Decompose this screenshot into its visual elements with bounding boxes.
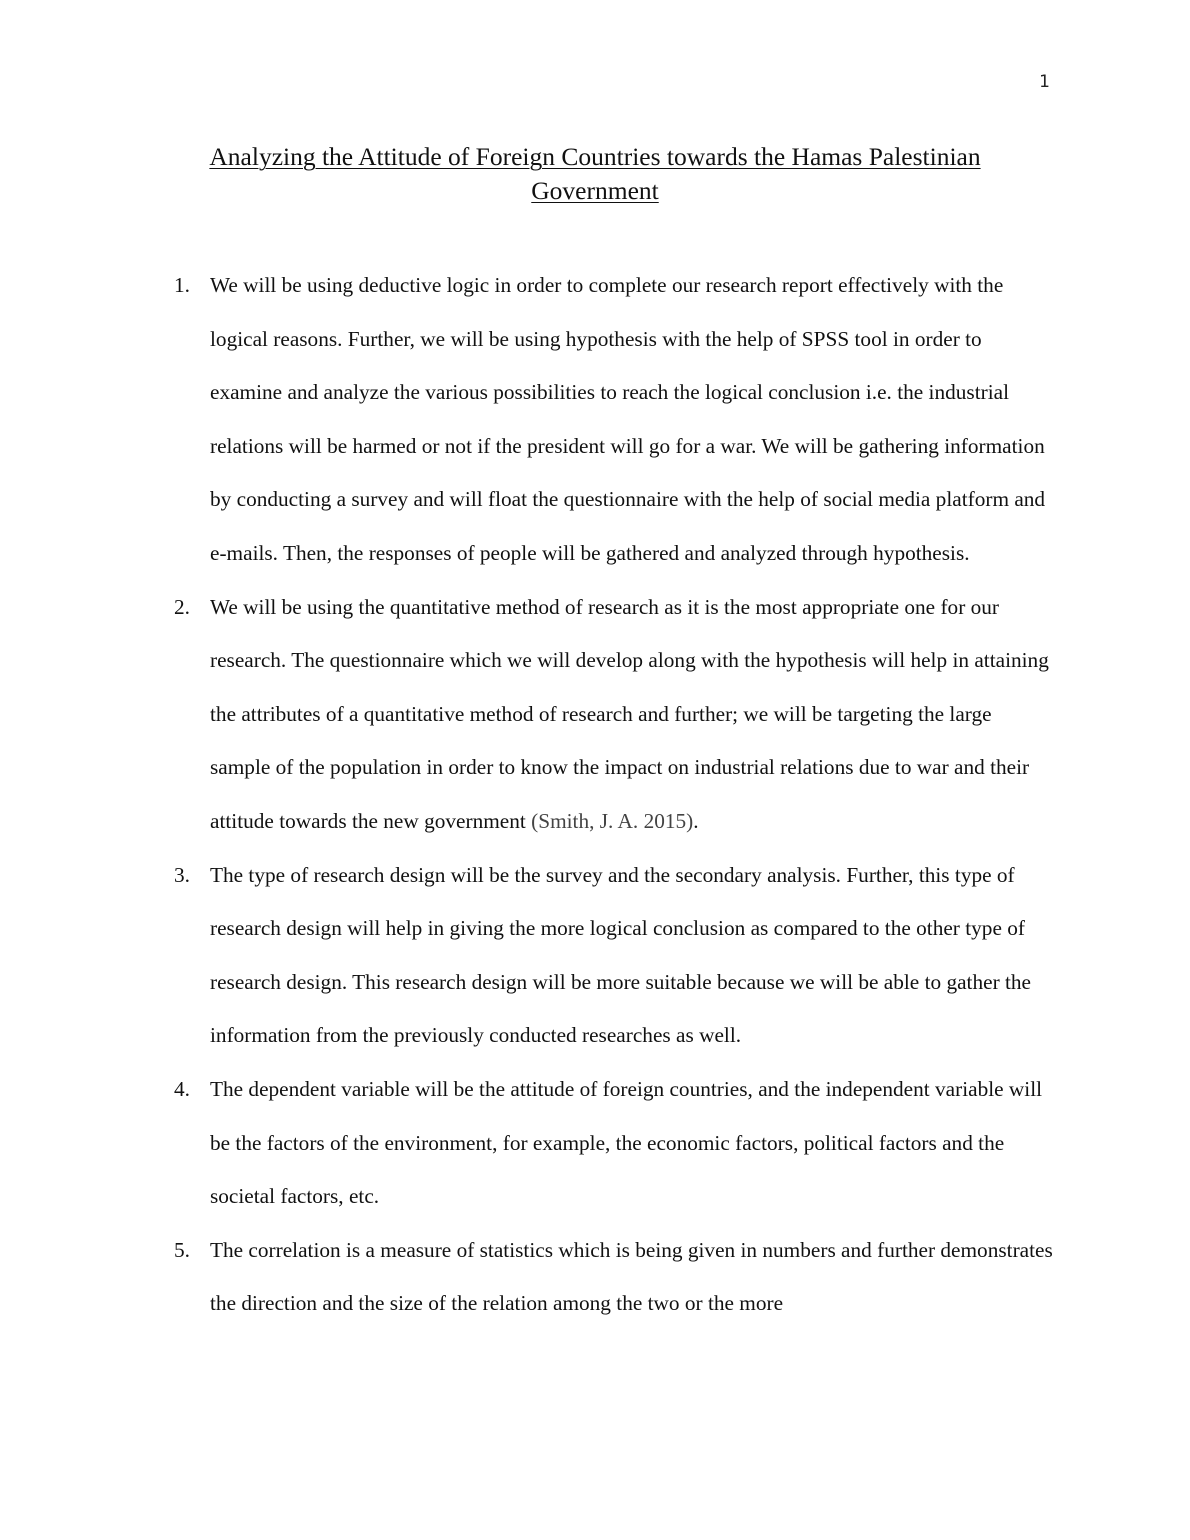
citation: (Smith, J. A. 2015) xyxy=(531,808,694,833)
list-item xyxy=(174,849,1054,1063)
list-item xyxy=(174,581,1054,849)
page-number: 1 xyxy=(1039,72,1050,92)
list-item xyxy=(174,259,1054,581)
title-line-2: Government xyxy=(531,176,659,205)
list-item-text-wrapper xyxy=(210,581,1054,849)
list-item-number: 5. xyxy=(174,1237,190,1262)
list-item xyxy=(174,1063,1054,1224)
list-item-tail: . xyxy=(693,808,699,833)
list-item-number: 4. xyxy=(174,1076,190,1101)
list-item-text: We will be using the quantitative method of research as it is the most appropriate one for our research. The questionnaire which we will develop along with the hypothesis will help in attaining the attributes of a quantitative method of research and further; we will be targeting the large sample of the population in order to know the impact on industrial relations due to war and their attitude towards the new government xyxy=(210,594,1049,833)
list-item-number: 1. xyxy=(174,273,190,297)
list-item-number: 3. xyxy=(174,862,190,887)
list-item-text: The type of research design will be the survey and the secondary analysis. Further, this type of research design will help in giving the more logical conclusion as compared to the other type of research design. This research design will be more suitable because we will be able to gather the information from the previously conducted researches as well. xyxy=(210,862,1032,1048)
list-item-text: The correlation is a measure of statistics which is being given in numbers and further demonstrates the direction and the size of the relation among the two or the more xyxy=(210,1237,1053,1316)
list-item-number: 2. xyxy=(174,594,190,619)
title-line-1: Analyzing the Attitude of Foreign Countries towards the Hamas Palestinian xyxy=(209,142,981,171)
list-item xyxy=(174,1224,1054,1331)
document-title xyxy=(150,140,1040,208)
list-item-text: The dependent variable will be the attitude of foreign countries, and the independent variable will be the factors of the environment, for example, the economic factors, political factors and the societal factors, etc. xyxy=(210,1076,1043,1209)
list-item-text: We will be using deductive logic in order to complete our research report effectively with the logical reasons. Further, we will be using hypothesis with the help of SPSS tool in order to examine and analyze the various possibilities to reach the logical conclusion i.e. the industrial relations will be harmed or not if the president will go for a war. We will be gathering information by conducting a survey and will float the questionnaire with the help of social media platform and e-mails. Then, the responses of people will be gathered and analyzed through hypothesis. xyxy=(210,273,1046,565)
numbered-list xyxy=(174,259,1054,1331)
